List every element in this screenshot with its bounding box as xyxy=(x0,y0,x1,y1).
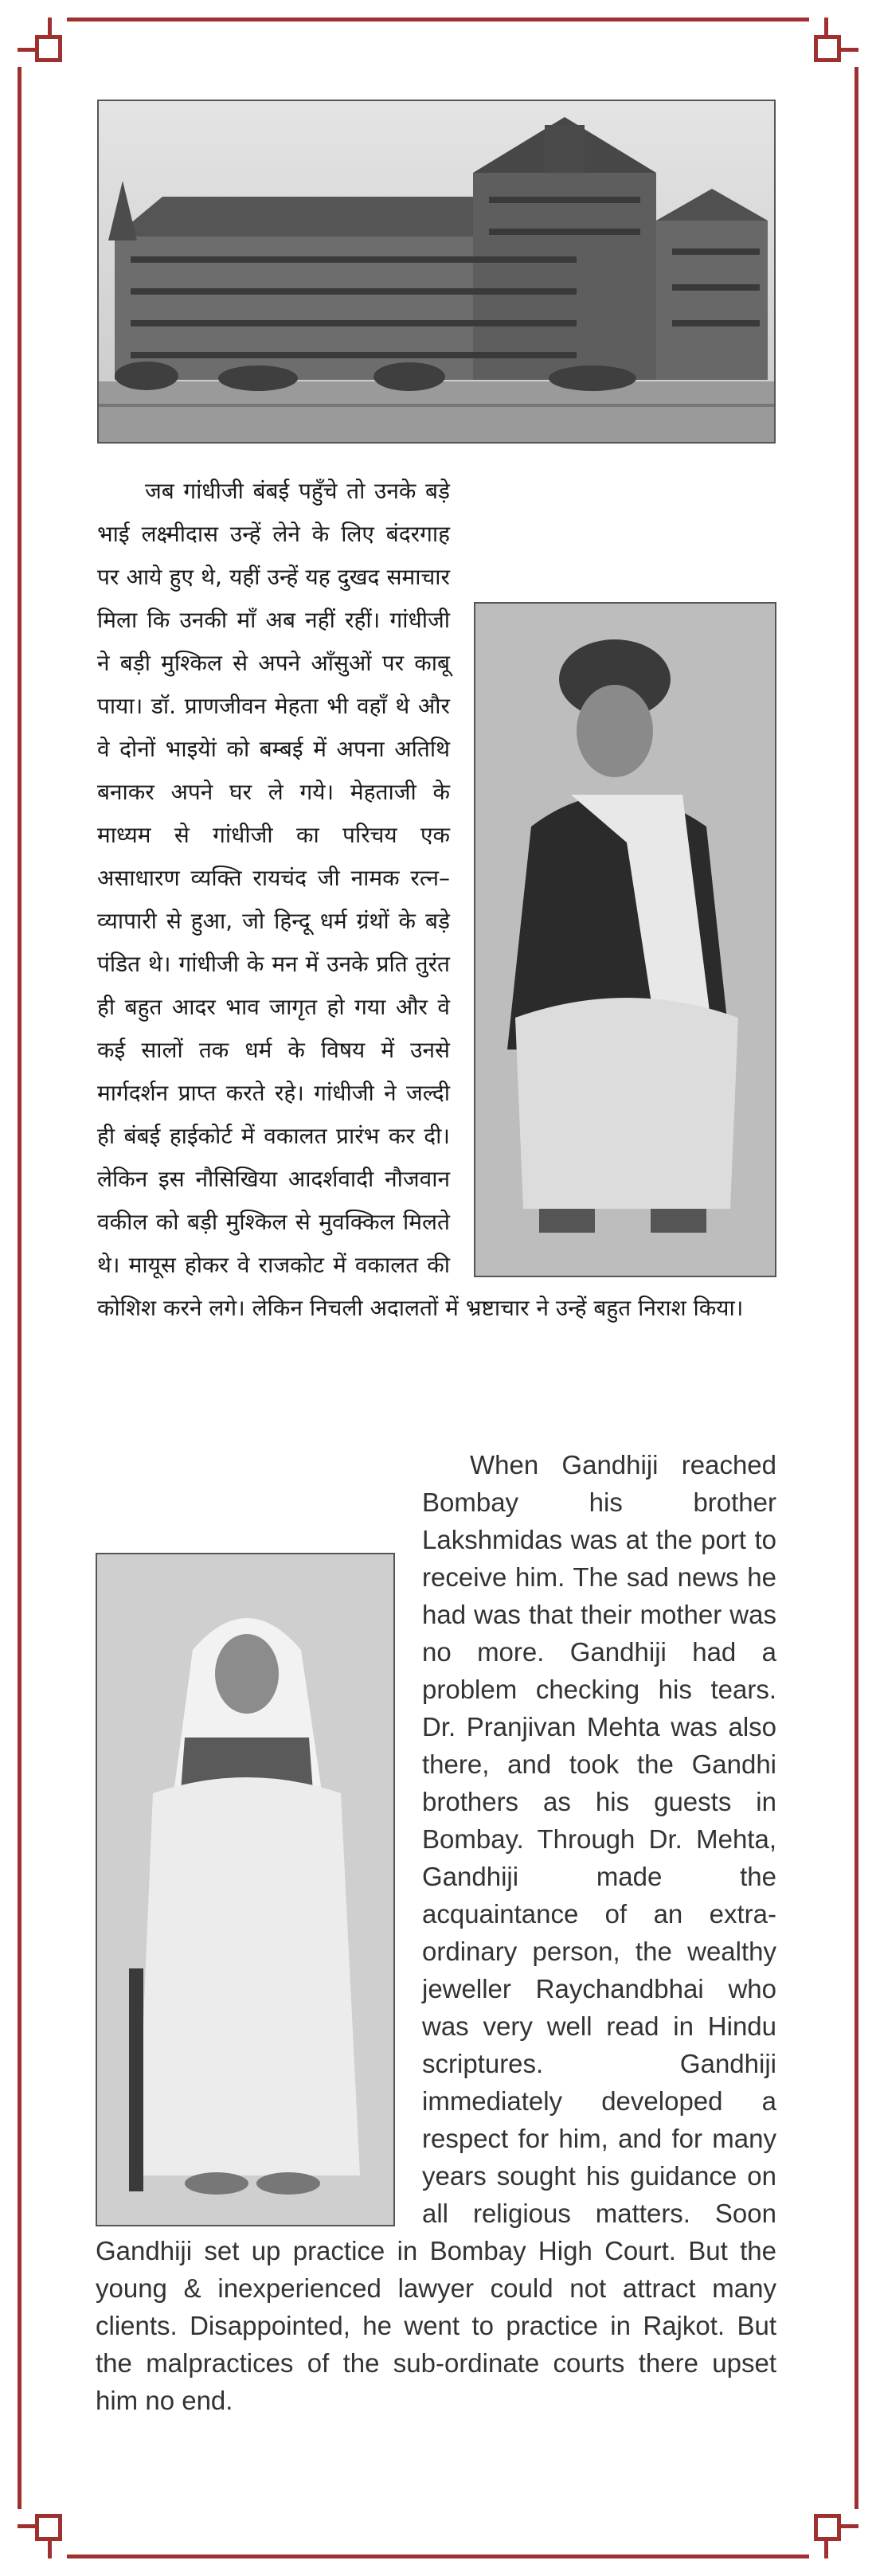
hindi-paragraph: जब गांधीजी बंबई पहुँचे तो उनके बड़े भाई लक्ष्मीदास उन्हें लेने के लिए बंदरगाह पर आये हुए थे, यहीं उन्हें यह दुखद समाचार मिला कि उनकी माँ अब नहीं रहीं। गांधीजी ने बड़ी मुश्किल से अपने आँसुओं पर काबू पाया। डॉ. प्राणजीवन मेहता भी वहाँ थे और वे दोनों भाइयेां को बम्बई में अपना अतिथि बनाकर अपने घर ले गये। मेहताजी के माध्यम से गांधीजी का परिचय एक असाधारण व्यक्ति रायचंद जी नामक रत्न–व्यापारी से हुआ, जो हिन्दू धर्म ग्रंथों के बड़े पंडित थे। गांधीजी के मन में उनके प्रति तुरंत ही बहुत आदर भाव जागृत हो गया और वे कई सालों तक धर्म के विषय में उनसे मार्गदर्शन प्राप्त करते रहे। गांधीजी ने जल्दी ही बंबई हाईकोर्ट में वकालत प्रारंभ कर दी। लेकिन इस नौसिखिया आदर्शवादी नौजवान वकील को बड़ी मुश्किल से मुवक्किल मिलते थे। मायूस होकर वे राजकोट में वकालत की कोशिश करने लगे। लेकिन निचली अदालतों में भ्रष्टाचार ने उन्हें बहुत निराश किया। xyxy=(97,478,744,1321)
raychandbhai-portrait xyxy=(474,602,776,1277)
corner-line xyxy=(48,2541,52,2558)
english-text-block xyxy=(96,1446,776,2419)
border-top xyxy=(67,18,809,21)
corner-line xyxy=(841,48,858,52)
corner-ornament-top-right xyxy=(814,35,841,62)
hindi-text-block xyxy=(97,470,776,1330)
border-right xyxy=(854,67,858,2509)
english-paragraph: When Gandhiji reached Bombay his brother Lakshmidas was at the port to receive him. The sad news he had was that their mother was no more. Gandhiji had a problem checking his tears. Dr. Pranjivan Mehta was also there, and took the Gandhi brothers as his guests in Bombay. Through Dr. Mehta, Gandhiji made the acquaintance of an extra-ordinary person, the wealthy jeweller Raychandbhai who was very well read in Hindu scriptures. Gandhiji immediately developed a respect for him, and for many years sought his guidance on all religious matters. Soon Gandhiji set up practice in Bombay High Court. But the young & inexperienced lawyer could not attract many clients. Disappointed, he went to practice in Rajkot. But the malpractices of the sub-ordinate courts there upset him no end. xyxy=(96,1450,776,2415)
corner-line xyxy=(824,18,828,35)
corner-ornament-bottom-right xyxy=(814,2514,841,2541)
high-court-illustration xyxy=(99,101,776,444)
seated-woman-illustration xyxy=(97,1554,395,2226)
corner-line xyxy=(841,2524,858,2528)
border-bottom xyxy=(67,2555,809,2558)
seated-man-illustration xyxy=(475,604,776,1277)
corner-line xyxy=(48,18,52,35)
border-left xyxy=(18,67,22,2509)
corner-line xyxy=(18,48,35,52)
mother-portrait xyxy=(96,1553,395,2226)
corner-line xyxy=(18,2524,35,2528)
corner-line xyxy=(824,2541,828,2558)
bombay-high-court-photo xyxy=(97,100,776,444)
corner-ornament-bottom-left xyxy=(35,2514,62,2541)
corner-ornament-top-left xyxy=(35,35,62,62)
